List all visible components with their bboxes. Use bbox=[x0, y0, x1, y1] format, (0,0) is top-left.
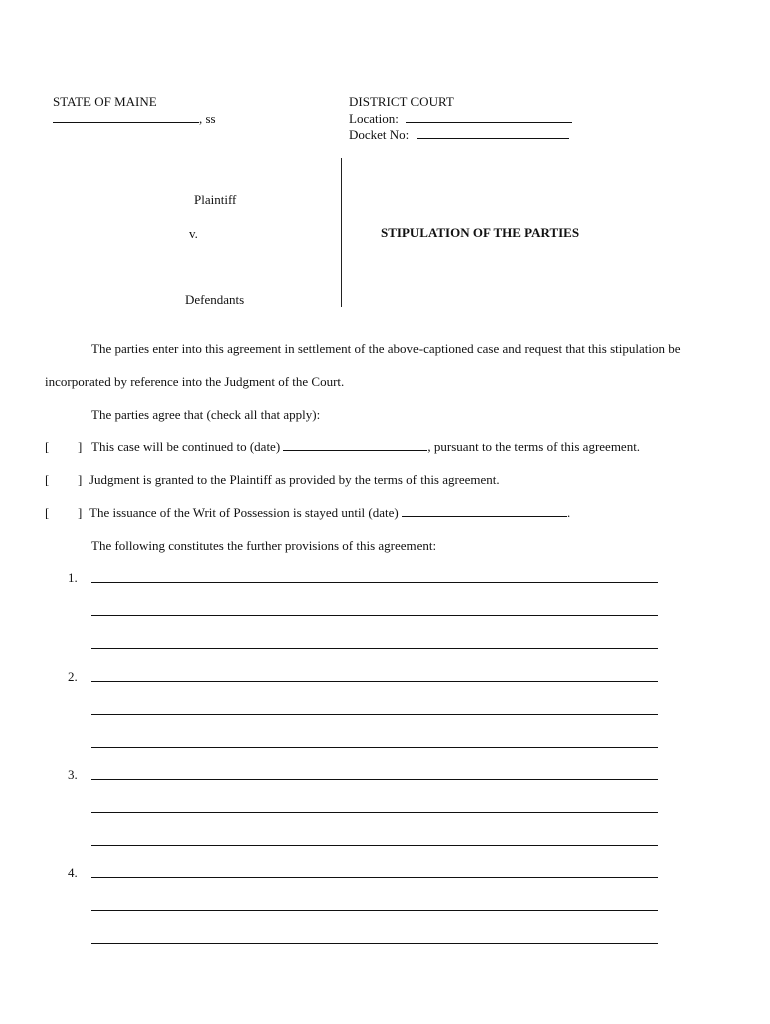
stay-date-blank[interactable] bbox=[402, 505, 567, 517]
checkbox-option-1[interactable] bbox=[45, 439, 49, 455]
provision-1-line-2[interactable] bbox=[91, 615, 658, 616]
provision-2-line-3[interactable] bbox=[91, 747, 658, 748]
docket-row bbox=[349, 127, 569, 143]
location-label: Location: bbox=[349, 111, 399, 126]
checkbox-close-3: ] bbox=[78, 505, 83, 520]
plaintiff-label: Plaintiff bbox=[194, 192, 237, 207]
checkbox-option-2[interactable] bbox=[45, 472, 49, 488]
provision-3-line-3[interactable] bbox=[91, 845, 658, 846]
provision-number-1: 1. bbox=[68, 570, 78, 585]
provision-4-line-3[interactable] bbox=[91, 943, 658, 944]
provisions-intro: The following constitutes the further provisions of this agreement: bbox=[91, 538, 437, 553]
agree-intro: The parties agree that (check all that apply): bbox=[91, 407, 321, 422]
checkbox-close-1: ] bbox=[78, 439, 83, 454]
option-3-suffix: . bbox=[566, 505, 571, 520]
checkbox-option-3[interactable] bbox=[45, 505, 49, 521]
caption-divider bbox=[341, 158, 342, 307]
intro-line-1: The parties enter into this agreement in settlement of the above-captioned case and request that this stipulation be bbox=[91, 341, 681, 356]
location-blank[interactable] bbox=[406, 111, 572, 123]
option-2-text: Judgment is granted to the Plaintiff as provided by the terms of this agreement. bbox=[89, 472, 500, 487]
court-label: DISTRICT COURT bbox=[349, 94, 454, 109]
option-3-text bbox=[89, 505, 570, 521]
option-3-prefix: The issuance of the Writ of Possession is stayed until (date) bbox=[89, 505, 399, 520]
checkbox-open: [ bbox=[45, 472, 50, 487]
provision-number-4: 4. bbox=[68, 865, 78, 880]
state-label: STATE OF MAINE bbox=[53, 94, 157, 109]
option-1-suffix: , pursuant to the terms of this agreement. bbox=[427, 439, 641, 454]
versus-label: v. bbox=[189, 226, 198, 241]
defendants-label: Defendants bbox=[185, 292, 245, 307]
checkbox-open: [ bbox=[45, 439, 50, 454]
provision-3-line-1[interactable] bbox=[91, 779, 658, 780]
provision-2-line-1[interactable] bbox=[91, 681, 658, 682]
provision-number-2: 2. bbox=[68, 669, 78, 684]
checkbox-open: [ bbox=[45, 505, 50, 520]
intro-line-2: incorporated by reference into the Judgment of the Court. bbox=[45, 374, 345, 389]
docket-label: Docket No: bbox=[349, 127, 410, 142]
provision-1-line-1[interactable] bbox=[91, 582, 658, 583]
page-title: STIPULATION OF THE PARTIES bbox=[381, 225, 580, 240]
continue-date-blank[interactable] bbox=[283, 439, 427, 451]
option-1-text bbox=[91, 439, 640, 455]
provision-1-line-3[interactable] bbox=[91, 648, 658, 649]
provision-2-line-2[interactable] bbox=[91, 714, 658, 715]
county-blank[interactable] bbox=[53, 111, 199, 123]
county-suffix: , ss bbox=[199, 111, 216, 126]
checkbox-close-2: ] bbox=[78, 472, 83, 487]
provision-number-3: 3. bbox=[68, 767, 78, 782]
county-field-line[interactable] bbox=[53, 111, 216, 127]
provision-3-line-2[interactable] bbox=[91, 812, 658, 813]
provision-4-line-1[interactable] bbox=[91, 877, 658, 878]
option-1-prefix: This case will be continued to (date) bbox=[91, 439, 281, 454]
location-row bbox=[349, 111, 572, 127]
provision-4-line-2[interactable] bbox=[91, 910, 658, 911]
docket-blank[interactable] bbox=[417, 127, 569, 139]
